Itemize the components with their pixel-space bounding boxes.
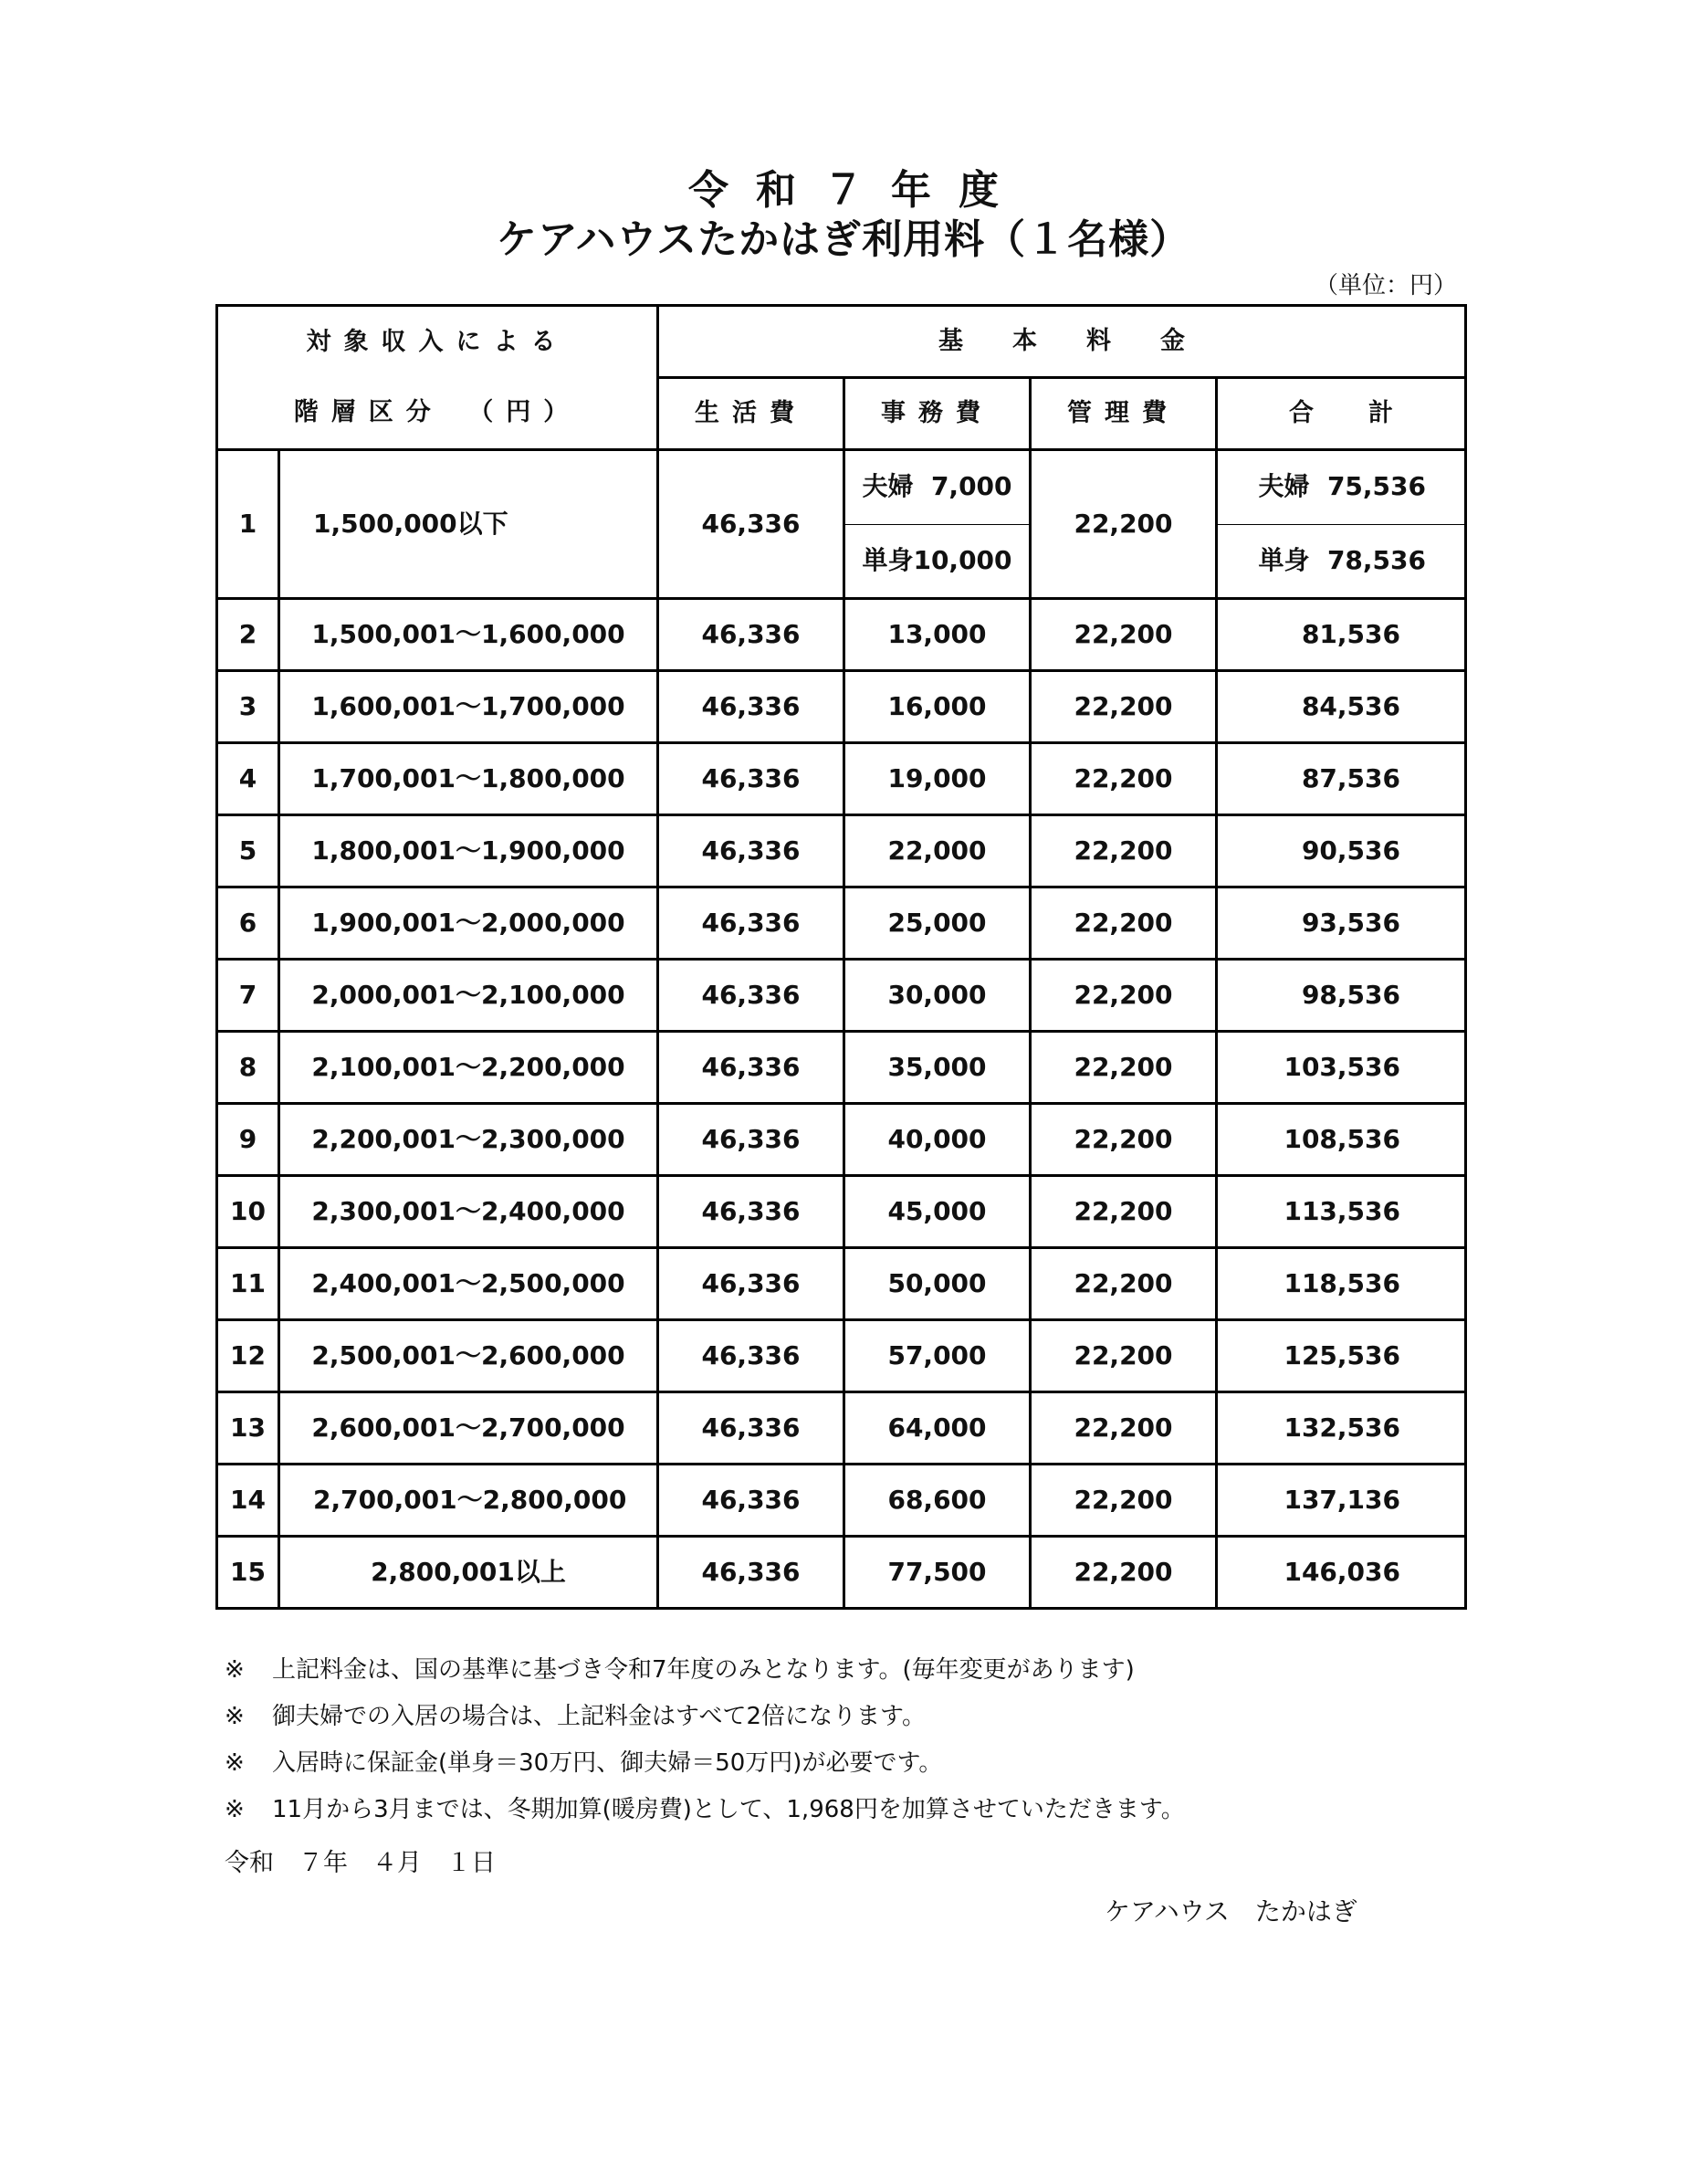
table-row	[217, 450, 1466, 599]
row-number: 15	[217, 1537, 279, 1609]
office-cost: 40,000	[844, 1104, 1031, 1176]
note-text: 上記料金は、国の基準に基づき令和7年度のみとなります。(毎年変更があります)	[272, 1656, 1135, 1684]
living-cost: 46,336	[658, 815, 844, 887]
office-cost: 22,000	[844, 815, 1031, 887]
total-cost: 103,536	[1217, 1032, 1466, 1104]
office-cost-header: 事務費	[844, 378, 1031, 450]
row-number: 12	[217, 1320, 279, 1392]
table-row	[217, 1320, 1466, 1392]
management-cost: 22,200	[1031, 1320, 1217, 1392]
management-cost: 22,200	[1031, 887, 1217, 960]
total-cost: 108,536	[1217, 1104, 1466, 1176]
office-cost: 13,000	[844, 599, 1031, 671]
total-single: 単身 78,536	[1218, 524, 1464, 598]
living-cost: 46,336	[658, 1465, 844, 1537]
note-item	[225, 1647, 1185, 1694]
total-cost: 98,536	[1217, 960, 1466, 1032]
row-number: 14	[217, 1465, 279, 1537]
row-number: 1	[217, 450, 279, 599]
row-number: 7	[217, 960, 279, 1032]
row-number: 10	[217, 1176, 279, 1248]
unit-note: （単位：円）	[1314, 272, 1457, 299]
row-number: 3	[217, 671, 279, 743]
table-row	[217, 1537, 1466, 1609]
row-number: 9	[217, 1104, 279, 1176]
living-cost: 46,336	[658, 1176, 844, 1248]
office-cost-single: 単身10,000	[845, 524, 1029, 598]
living-cost-header: 生活費	[658, 378, 844, 450]
living-cost: 46,336	[658, 599, 844, 671]
office-cost: 50,000	[844, 1248, 1031, 1320]
table-row	[217, 1104, 1466, 1176]
row-number: 13	[217, 1392, 279, 1465]
management-cost: 22,200	[1031, 815, 1217, 887]
note-item	[225, 1740, 1185, 1787]
total-cost: 125,536	[1217, 1320, 1466, 1392]
income-range: 1,600,001～1,700,000	[279, 671, 658, 743]
note-text: 御夫婦での入居の場合は、上記料金はすべて2倍になります。	[272, 1703, 926, 1730]
office-cost: 45,000	[844, 1176, 1031, 1248]
row-number: 8	[217, 1032, 279, 1104]
management-cost: 22,200	[1031, 1537, 1217, 1609]
income-range: 2,500,001～2,600,000	[279, 1320, 658, 1392]
note-mark: ※	[225, 1796, 245, 1823]
table-row	[217, 1392, 1466, 1465]
income-range: 2,300,001～2,400,000	[279, 1176, 658, 1248]
row-number: 2	[217, 599, 279, 671]
management-cost: 22,200	[1031, 743, 1217, 815]
office-cost: 68,600	[844, 1465, 1031, 1537]
income-range: 1,700,001～1,800,000	[279, 743, 658, 815]
note-mark: ※	[225, 1749, 245, 1777]
office-cost: 16,000	[844, 671, 1031, 743]
income-range: 2,600,001～2,700,000	[279, 1392, 658, 1465]
issue-date: 令和 ７年 ４月 １日	[225, 1849, 496, 1877]
income-range: 2,700,001～2,800,000	[279, 1465, 658, 1537]
document-title-main: ケアハウスたかはぎ利用料（１名様）	[496, 216, 1191, 263]
office-cost: 77,500	[844, 1537, 1031, 1609]
total-cost: 90,536	[1217, 815, 1466, 887]
total-cost: 132,536	[1217, 1392, 1466, 1465]
living-cost: 46,336	[658, 1032, 844, 1104]
living-cost: 46,336	[658, 450, 844, 599]
note-item	[225, 1787, 1185, 1833]
basic-fee-header: 基本料金	[658, 306, 1466, 378]
note-text: 11月から3月までは、冬期加算(暖房費)として、1,968円を加算させていただきます。	[272, 1796, 1185, 1823]
total-split	[1217, 450, 1466, 599]
total-cost: 84,536	[1217, 671, 1466, 743]
total-cost: 137,136	[1217, 1465, 1466, 1537]
management-cost: 22,200	[1031, 1176, 1217, 1248]
management-cost: 22,200	[1031, 671, 1217, 743]
management-cost: 22,200	[1031, 1392, 1217, 1465]
income-range: 2,100,001～2,200,000	[279, 1032, 658, 1104]
row-number: 4	[217, 743, 279, 815]
income-range: 2,000,001～2,100,000	[279, 960, 658, 1032]
table-row	[217, 1032, 1466, 1104]
total-couple: 夫婦 75,536	[1258, 471, 1426, 502]
note-mark: ※	[225, 1656, 245, 1684]
income-range: 2,800,001以上	[279, 1537, 658, 1609]
office-cost-split	[844, 450, 1031, 599]
total-cost: 87,536	[1217, 743, 1466, 815]
office-cost-couple: 夫婦 7,000	[862, 471, 1012, 502]
management-cost: 22,200	[1031, 1104, 1217, 1176]
total-cost: 118,536	[1217, 1248, 1466, 1320]
living-cost: 46,336	[658, 1392, 844, 1465]
notes-section	[225, 1647, 1185, 1833]
total-cost: 81,536	[1217, 599, 1466, 671]
management-cost-header: 管理費	[1031, 378, 1217, 450]
office-cost: 35,000	[844, 1032, 1031, 1104]
table-row	[217, 1248, 1466, 1320]
living-cost: 46,336	[658, 1104, 844, 1176]
row-number: 11	[217, 1248, 279, 1320]
office-cost: 30,000	[844, 960, 1031, 1032]
document-title-year: 令和７年度	[688, 167, 1026, 214]
management-cost: 22,200	[1031, 599, 1217, 671]
row-number: 6	[217, 887, 279, 960]
signature: ケアハウス たかはぎ	[1105, 1896, 1357, 1927]
total-header: 合計	[1217, 378, 1466, 450]
row-number: 5	[217, 815, 279, 887]
note-mark: ※	[225, 1703, 245, 1730]
note-text: 入居時に保証金(単身＝30万円、御夫婦＝50万円)が必要です。	[272, 1749, 943, 1777]
fee-table	[215, 304, 1467, 1610]
income-range: 2,400,001～2,500,000	[279, 1248, 658, 1320]
total-cost: 146,036	[1217, 1537, 1466, 1609]
management-cost: 22,200	[1031, 960, 1217, 1032]
living-cost: 46,336	[658, 960, 844, 1032]
management-cost: 22,200	[1031, 1248, 1217, 1320]
income-range: 1,500,000以下	[279, 450, 658, 599]
living-cost: 46,336	[658, 1320, 844, 1392]
office-cost: 25,000	[844, 887, 1031, 960]
office-cost: 19,000	[844, 743, 1031, 815]
management-cost: 22,200	[1031, 1032, 1217, 1104]
table-row	[217, 815, 1466, 887]
bracket-header-line2: 階層区分 （円）	[217, 378, 658, 450]
living-cost: 46,336	[658, 671, 844, 743]
living-cost: 46,336	[658, 1248, 844, 1320]
management-cost: 22,200	[1031, 450, 1217, 599]
table-row	[217, 887, 1466, 960]
living-cost: 46,336	[658, 887, 844, 960]
office-cost: 57,000	[844, 1320, 1031, 1392]
living-cost: 46,336	[658, 743, 844, 815]
office-cost: 64,000	[844, 1392, 1031, 1465]
table-row	[217, 743, 1466, 815]
table-row	[217, 960, 1466, 1032]
total-cost: 113,536	[1217, 1176, 1466, 1248]
bracket-header-line1: 対象収入による	[217, 306, 658, 378]
table-row	[217, 1176, 1466, 1248]
income-range: 2,200,001～2,300,000	[279, 1104, 658, 1176]
living-cost: 46,336	[658, 1537, 844, 1609]
note-item	[225, 1694, 1185, 1740]
management-cost: 22,200	[1031, 1465, 1217, 1537]
table-row	[217, 599, 1466, 671]
total-cost: 93,536	[1217, 887, 1466, 960]
table-row	[217, 671, 1466, 743]
income-range: 1,500,001～1,600,000	[279, 599, 658, 671]
income-range: 1,800,001～1,900,000	[279, 815, 658, 887]
income-range: 1,900,001～2,000,000	[279, 887, 658, 960]
table-row	[217, 1465, 1466, 1537]
